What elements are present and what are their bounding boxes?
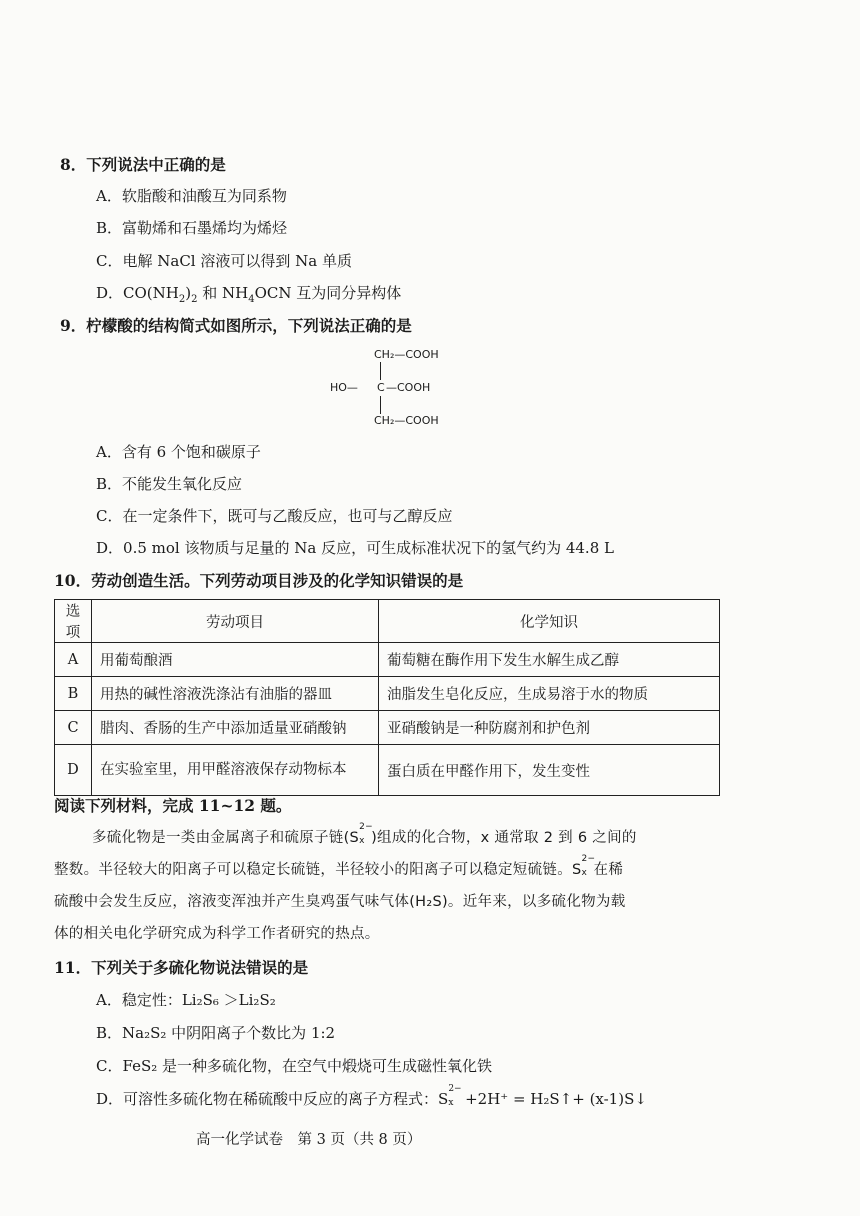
- reading-line-1: 多硫化物是一类由金属离子和硫原子链(S 2− x )组成的化合物，x 通常取 2 到 6 之间的: [92, 822, 637, 846]
- row-project: 在实验室里，用甲醛溶液保存动物标本: [92, 745, 379, 796]
- structure-bond-up: [380, 362, 381, 380]
- table-row: [55, 711, 720, 745]
- structure-middle-group: —COOH: [386, 381, 431, 394]
- row-key: D: [55, 745, 92, 796]
- q9-option-b: B．不能发生氧化反应: [96, 475, 243, 493]
- header-project: 劳动项目: [92, 600, 379, 643]
- q11-option-b: B．Na₂S₂ 中阴阳离子个数比为 1:2: [96, 1024, 336, 1042]
- row-knowledge: 油脂发生皂化反应，生成易溶于水的物质: [379, 677, 720, 711]
- table-header-row: [55, 600, 720, 643]
- q8-option-c: C．电解 NaCl 溶液可以得到 Na 单质: [96, 252, 352, 270]
- citric-acid-structure: [328, 340, 468, 435]
- q9-option-c: C．在一定条件下，既可与乙酸反应，也可与乙醇反应: [96, 507, 453, 525]
- header-option: 选项: [55, 600, 92, 643]
- reading-line-3: 硫酸中会发生反应，溶液变浑浊并产生臭鸡蛋气味气体(H₂S)。近年来，以多硫化物为载: [54, 894, 626, 910]
- q8-option-b: B．富勒烯和石墨烯均为烯烃: [96, 219, 288, 237]
- reading-line-2: 整数。半径较大的阳离子可以稳定长硫链，半径较小的阳离子可以稳定短硫链。S 2− x 在稀: [54, 854, 624, 878]
- page-footer: 高一化学试卷 第 3 页（共 8 页）: [196, 1132, 422, 1148]
- table-row: [55, 643, 720, 677]
- q8-option-a: A．软脂酸和油酸互为同系物: [96, 187, 287, 205]
- q10-table: [54, 599, 720, 796]
- q8-option-d: D．$CO(NH_2)_2$ 和 $NH_4OCN$ 互为同分异构体: [96, 284, 402, 305]
- structure-top-group: CH₂—COOH: [374, 348, 439, 361]
- q11-option-a: A．稳定性：Li₂S₆ ＞Li₂S₂: [96, 991, 276, 1009]
- structure-hydroxyl: HO—: [330, 381, 358, 394]
- row-knowledge: 蛋白质在甲醛作用下，发生变性: [379, 745, 720, 796]
- table-row: [55, 677, 720, 711]
- reading-line-4: 体的相关电化学研究成为科学工作者研究的热点。: [54, 926, 380, 942]
- q11-option-d: D．可溶性多硫化物在稀硫酸中反应的离子方程式：S 2− x +2H⁺ = H₂S↑+ (x-1)S↓: [96, 1084, 647, 1108]
- row-project: 用葡萄酿酒: [92, 643, 379, 677]
- q9-option-d: D．0.5 mol 该物质与足量的 Na 反应，可生成标准状况下的氢气约为 44.8 L: [96, 539, 614, 557]
- row-project: 腊肉、香肠的生产中添加适量亚硝酸钠: [92, 711, 379, 745]
- structure-bond-down: [380, 396, 381, 414]
- structure-bottom-group: CH₂—COOH: [374, 414, 439, 427]
- row-knowledge: 亚硝酸钠是一种防腐剂和护色剂: [379, 711, 720, 745]
- q8-stem: 8．下列说法中正确的是: [60, 155, 226, 174]
- header-knowledge: 化学知识: [379, 600, 720, 643]
- q9-option-a: A．含有 6 个饱和碳原子: [96, 443, 261, 461]
- row-knowledge: 葡萄糖在酶作用下发生水解生成乙醇: [379, 643, 720, 677]
- q9-stem: 9．柠檬酸的结构简式如图所示，下列说法正确的是: [60, 316, 412, 335]
- table-row: [55, 745, 720, 796]
- q11-option-c: C．FeS₂ 是一种多硫化物，在空气中煅烧可生成磁性氧化铁: [96, 1057, 493, 1075]
- structure-carbon: C: [377, 381, 385, 394]
- row-key: A: [55, 643, 92, 677]
- q11-stem: 11．下列关于多硫化物说法错误的是: [54, 958, 309, 977]
- row-project: 用热的碱性溶液洗涤沾有油脂的器皿: [92, 677, 379, 711]
- row-key: B: [55, 677, 92, 711]
- row-key: C: [55, 711, 92, 745]
- q10-stem: 10．劳动创造生活。下列劳动项目涉及的化学知识错误的是: [54, 571, 464, 590]
- reading-title: 阅读下列材料，完成 11~12 题。: [54, 796, 292, 815]
